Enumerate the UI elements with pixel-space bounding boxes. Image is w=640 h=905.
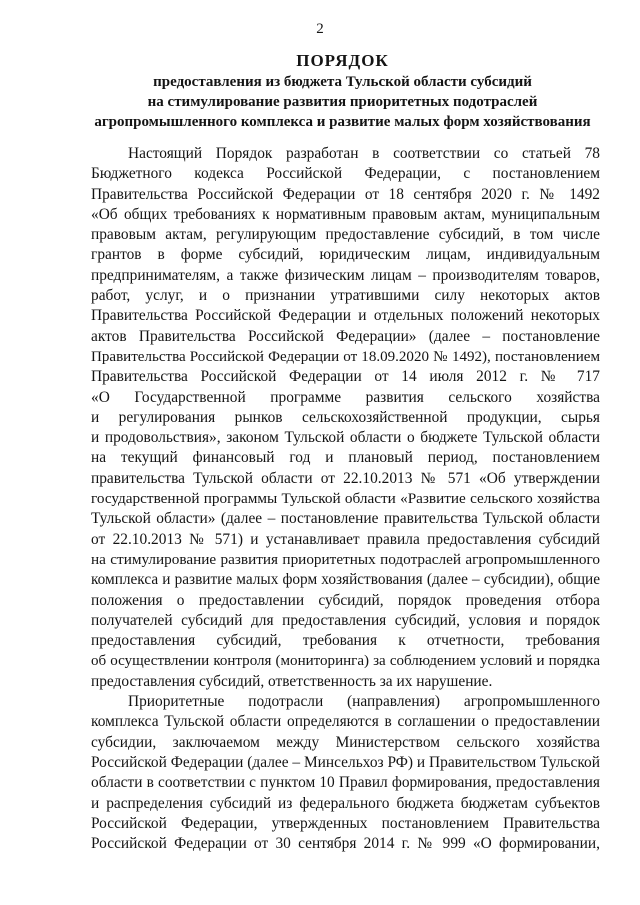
text-line: от 22.10.2013 № 571) и устанавливает правила предоставления субсидий [91, 530, 600, 548]
text-line: работ, услуг, и о признании утратившими силу некоторых актов [91, 287, 600, 305]
text-line: и распределения субсидий из федерального бюджета бюджетам субъектов [91, 794, 600, 812]
text-line: и регулирования рынков сельскохозяйственной продукции, сырья [91, 408, 600, 426]
text-line: Российской Федерации от 30 сентября 2014 г. № 999 «О формировании, [91, 835, 600, 853]
text-line: Правительства Российской Федерации от 18 сентября 2020 г. № 1492 [91, 185, 600, 203]
text-line: Правительства Российской Федерации от 14 июля 2012 г. № 717 [91, 368, 600, 386]
text-line: Приоритетные подотрасли (направления) агропромышленного [128, 693, 600, 711]
text-line: предоставления субсидий, ответственность за их нарушение. [91, 672, 493, 690]
text-line: Российской Федерации, утвержденных постановлением Правительства [91, 814, 600, 832]
paragraph-1 [91, 144, 600, 692]
title-line: на стимулирование развития приоритетных подотраслей [147, 94, 538, 110]
text-line: Настоящий Порядок разработан в соответствии со статьей 78 [128, 145, 600, 162]
text-line: правительства Тульской области от 22.10.2013 № 571 «Об утверждении [91, 469, 600, 487]
text-line: правовым актам, регулирующим предоставление субсидий, в том числе [91, 226, 600, 244]
text-line: на текущий финансовый год и плановый период, постановлением [91, 449, 600, 467]
title-line: предоставления из бюджета Тульской области субсидий [153, 74, 532, 90]
text-line: положения о предоставлении субсидий, порядок проведения отбора [91, 591, 600, 609]
text-line: области в соответствии с пунктом 10 Правил формирования, предоставления [91, 774, 600, 792]
title-main: ПОРЯДОК [296, 51, 389, 70]
text-line: на стимулирование развития приоритетных подотраслей агропромышленного [91, 550, 600, 568]
text-line: грантов в форме субсидий, юридическим лицам, индивидуальным [91, 246, 600, 264]
text-line: комплекса Тульской области определяются в соглашении о предоставлении [91, 713, 600, 731]
text-line: предпринимателям, а также физическим лицам – производителям товаров, [91, 266, 600, 284]
text-line: предоставления субсидий, требования к отчетности, требования [91, 632, 600, 650]
paragraph-2 [91, 692, 600, 854]
text-line: Бюджетного кодекса Российской Федерации, с постановлением [91, 165, 600, 183]
text-line: получателей субсидий для предоставления субсидий, условия и порядок [91, 611, 600, 629]
text-line: «Об общих требованиях к нормативным правовым актам, муниципальным [91, 205, 600, 223]
text-line: актов Правительства Российской Федерации» (далее – постановление [91, 327, 600, 345]
text-line: государственной программы Тульской области «Развитие сельского хозяйства [91, 490, 600, 508]
text-line: об осуществлении контроля (мониторинга) за соблюдением условий и порядка [91, 653, 600, 670]
text-line: Правительства Российской Федерации и отдельных положений некоторых [91, 307, 600, 325]
text-line: Российской Федерации (далее – Минсельхоз РФ) и Правительством Тульской [91, 753, 600, 771]
text-line: «О Государственной программе развития сельского хозяйства [91, 388, 600, 406]
document-title [85, 50, 600, 132]
document-body [91, 144, 600, 854]
title-line: агропромышленного комплекса и развитие малых форм хозяйствования [94, 114, 591, 130]
text-line: Тульской области» (далее – постановление правительства Тульской области [91, 510, 600, 528]
text-line: и продовольствия», законом Тульской области о бюджете Тульской области [91, 429, 600, 447]
page-number: 2 [316, 21, 324, 37]
text-line: комплекса и развитие малых форм хозяйствования (далее – субсидии), общие [91, 571, 600, 589]
text-line: Правительства Российской Федерации от 18.09.2020 № 1492), постановлением [91, 348, 600, 365]
text-line: субсидии, заключаемом между Министерством сельского хозяйства [91, 733, 600, 751]
